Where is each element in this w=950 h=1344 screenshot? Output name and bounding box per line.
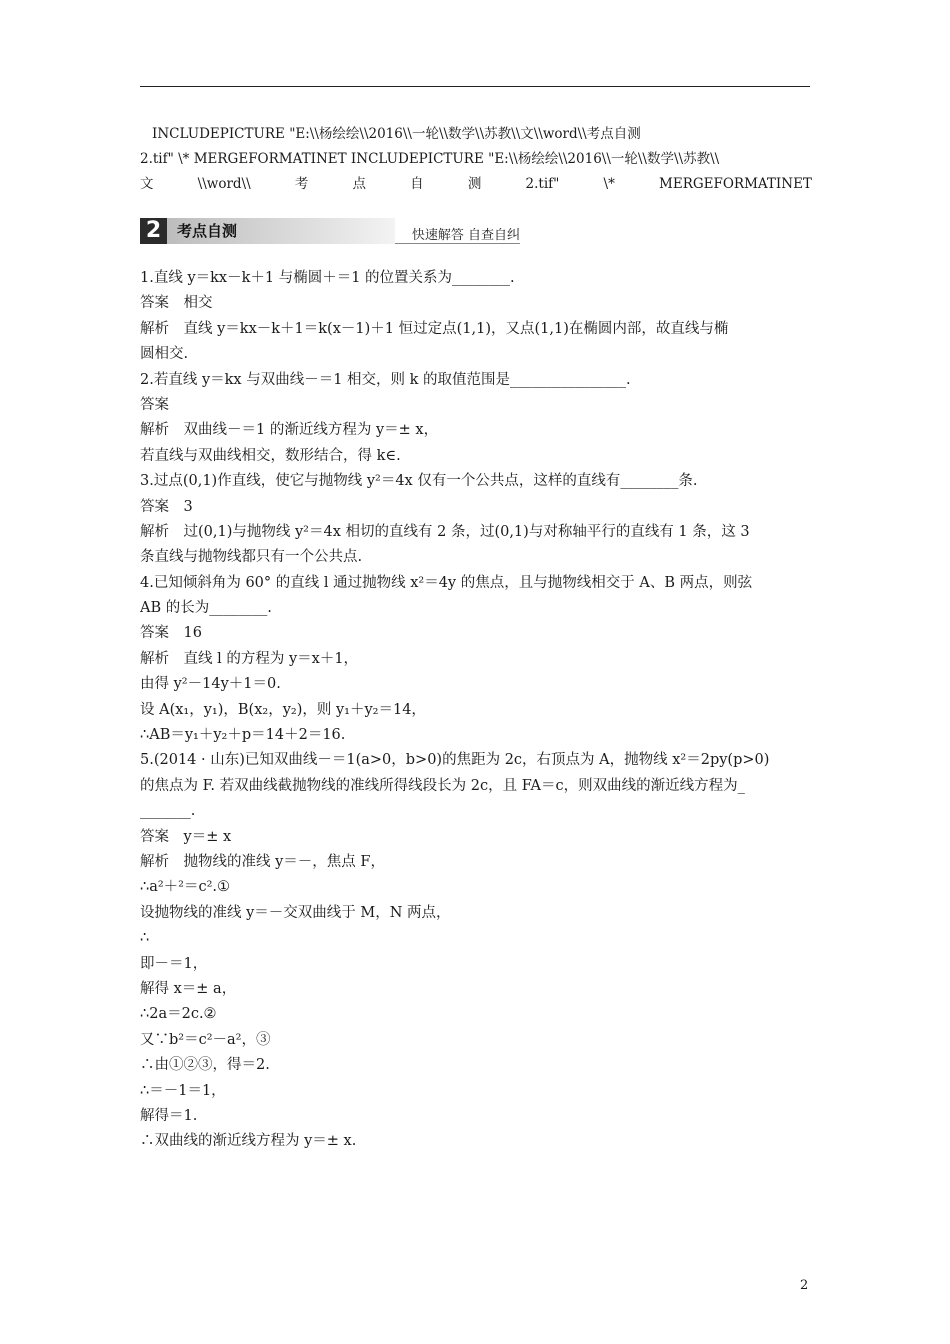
text-line: 解得 x＝± a， (140, 980, 237, 997)
text-line: 的焦点为 F. 若双曲线截抛物线的准线所得线段长为 2c，且 FA＝c，则双曲线的渐近线方程为_ (140, 777, 745, 794)
page-number: 2 (800, 1278, 809, 1293)
text-line: ∴双曲线的渐近线方程为 y＝± x. (140, 1133, 357, 1150)
text-line: ∴＝－1＝1， (140, 1082, 226, 1099)
section-number: 2 (140, 218, 167, 244)
text-line: 解析 过(0,1)与抛物线 y²＝4x 相切的直线有 2 条，过(0,1)与对称轴平行的直线有 1 条，这 3 (140, 523, 750, 540)
text-line: 5.(2014 · 山东)已知双曲线－＝1(a>0，b>0)的焦距为 2c，右顶点为 A，抛物线 x²＝2py(p>0) (140, 752, 770, 769)
text-line: 答案 相交 (140, 295, 213, 312)
text-line: 设抛物线的准线 y＝－交双曲线于 M，N 两点， (140, 904, 451, 921)
text-line: AB 的长为________. (140, 600, 272, 617)
text-line: 由得 y²－14y＋1＝0. (140, 676, 281, 693)
text-line: 解析 直线 l 的方程为 y＝x＋1， (140, 650, 359, 667)
text-line: 答案 (140, 396, 169, 413)
text-line: ∴由①②③，得＝2. (140, 1057, 270, 1074)
field-code-line: 2.tif" \* MERGEFORMATINET INCLUDEPICTURE "E:\\杨绘绘\\2016\\一轮\\数学\\苏教\\ (140, 151, 720, 167)
text-line: 条直线与抛物线都只有一个公共点. (140, 549, 363, 566)
text-line: 3.过点(0,1)作直线，使它与抛物线 y²＝4x 仅有一个公共点，这样的直线有________条. (140, 473, 698, 490)
field-code-word: \\word\\ (197, 176, 251, 192)
text-line: 答案 y＝± x (140, 828, 232, 845)
section-banner (140, 218, 520, 244)
section-underline (395, 243, 520, 244)
field-code-block (140, 122, 812, 197)
text-line: ∴2a＝2c.② (140, 1006, 217, 1023)
text-line: 答案 3 (140, 498, 193, 515)
text-line: 又∵b²＝c²－a²，③ (140, 1031, 271, 1048)
problem-list (140, 266, 812, 1155)
text-line: 即－＝1， (140, 955, 208, 972)
section-subtitle: 快速解答 自查自纠 (411, 228, 520, 243)
field-code-line-justified (140, 172, 812, 197)
field-code-word: 点 (352, 176, 366, 192)
field-code-word: 自 (410, 176, 424, 192)
text-line: 解得＝1. (140, 1107, 198, 1124)
text-line: 若直线与双曲线相交，数形结合，得 k∈. (140, 447, 401, 464)
text-line: 解析 直线 y＝kx－k＋1＝k(x－1)＋1 恒过定点(1,1)，又点(1,1)在椭圆内部，故直线与椭 (140, 320, 729, 337)
text-line: 答案 16 (140, 625, 202, 642)
field-code-word: 考 (294, 176, 309, 192)
section-title: 考点自测 (167, 218, 395, 244)
text-line: 圆相交. (140, 346, 189, 363)
text-line: _______. (140, 803, 196, 820)
field-code-word: 测 (467, 176, 482, 192)
text-line: 解析 抛物线的准线 y＝－，焦点 F， (140, 853, 385, 870)
field-code-line: INCLUDEPICTURE "E:\\杨绘绘\\2016\\一轮\\数学\\苏教\\文\\word\\考点自测 (152, 126, 641, 142)
field-code-word: 文 (140, 176, 154, 192)
text-line: 2.若直线 y＝kx 与双曲线－＝1 相交，则 k 的取值范围是________________. (140, 371, 631, 388)
header-rule (140, 86, 810, 87)
text-line: 1.直线 y＝kx－k＋1 与椭圆＋＝1 的位置关系为________. (140, 270, 515, 286)
text-line: ∴AB＝y₁＋y₂＋p＝14＋2＝16. (140, 727, 346, 744)
text-line: 解析 双曲线－＝1 的渐近线方程为 y＝± x， (140, 422, 439, 439)
text-line: 设 A(x₁，y₁)，B(x₂，y₂)，则 y₁＋y₂＝14， (140, 701, 426, 718)
field-code-word: 2.tif" (525, 176, 560, 192)
text-line: ∴a²＋²＝c².① (140, 879, 231, 896)
field-code-word: \* (603, 176, 615, 192)
text-line: 4.已知倾斜角为 60° 的直线 l 通过抛物线 x²＝4y 的焦点，且与抛物线相交于 A、B 两点，则弦 (140, 574, 753, 591)
text-line: ∴ (140, 930, 150, 947)
field-code-word: MERGEFORMATINET (659, 176, 812, 192)
